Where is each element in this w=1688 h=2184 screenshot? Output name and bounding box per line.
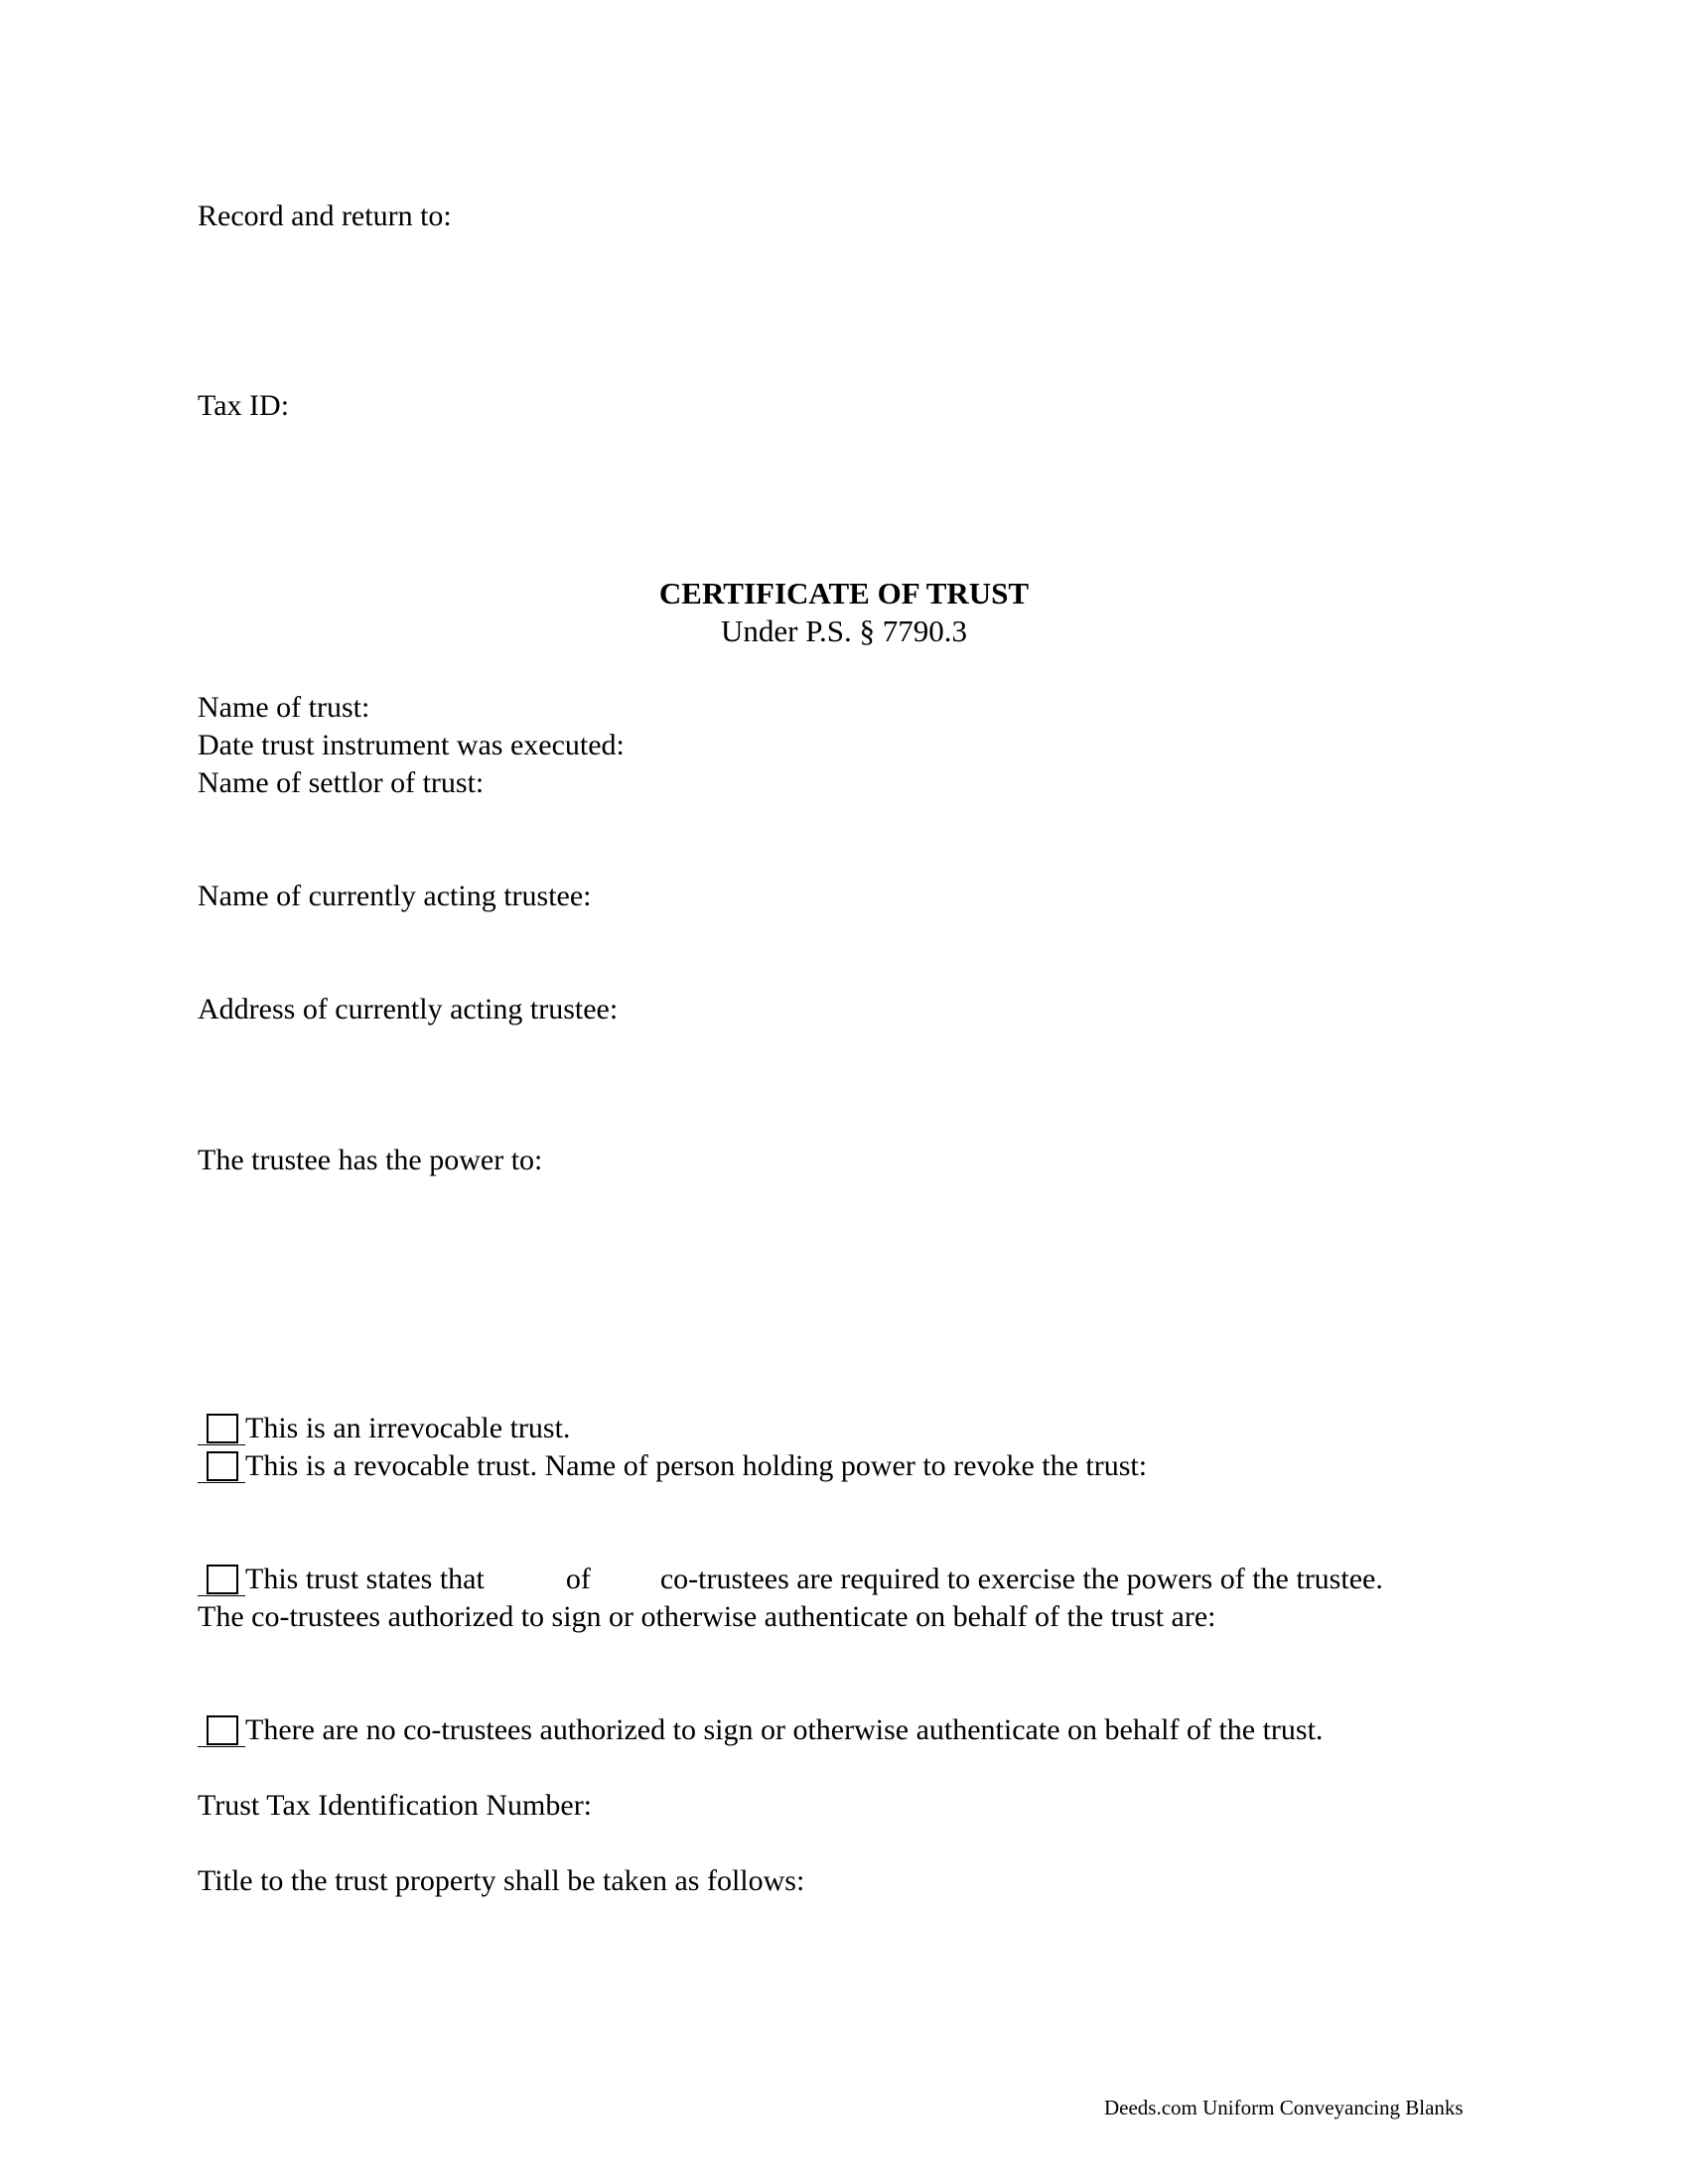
record-and-return-label: Record and return to: (198, 200, 452, 232)
date-executed-label: Date trust instrument was executed: (198, 729, 625, 761)
tax-id-label: Tax ID: (198, 389, 290, 422)
title-property-label: Title to the trust property shall be taken as follows: (198, 1864, 805, 1897)
revocable-option[interactable] (198, 1447, 1147, 1485)
revocable-label: This is a revocable trust. Name of person holding power to revoke the trust: (245, 1449, 1148, 1482)
cotrustees-part3: co-trustees are required to exercise the powers of the trustee. (659, 1563, 1383, 1595)
cotrustees-part2: of (565, 1563, 591, 1595)
trustee-power-label: The trustee has the power to: (198, 1144, 543, 1176)
name-of-trust-label: Name of trust: (198, 691, 370, 724)
document-title: CERTIFICATE OF TRUST (658, 576, 1030, 611)
document-subtitle: Under P.S. § 7790.3 (720, 614, 967, 648)
tax-number-label: Trust Tax Identification Number: (198, 1789, 593, 1822)
no-cotrustees-label: There are no co-trustees authorized to sign or otherwise authenticate on behalf of the trust. (245, 1713, 1324, 1746)
cotrustees-part1: This trust states that (245, 1563, 485, 1595)
irrevocable-checkbox[interactable] (198, 1410, 245, 1447)
name-of-settlor-label: Name of settlor of trust: (198, 766, 485, 799)
no-cotrustees-option[interactable] (198, 1711, 1323, 1749)
name-of-trustee-label: Name of currently acting trustee: (198, 880, 592, 912)
irrevocable-option[interactable] (198, 1410, 570, 1447)
irrevocable-label: This is an irrevocable trust. (245, 1412, 571, 1444)
cotrustees-required-checkbox[interactable] (198, 1561, 245, 1598)
footer-text: Deeds.com Uniform Conveyancing Blanks (1104, 2096, 1464, 2119)
no-cotrustees-checkbox[interactable] (198, 1711, 245, 1749)
revocable-checkbox[interactable] (198, 1447, 245, 1485)
address-of-trustee-label: Address of currently acting trustee: (198, 993, 619, 1025)
cotrustees-required-option[interactable] (198, 1561, 1383, 1598)
cotrustees-authorized-label: The co-trustees authorized to sign or otherwise authenticate on behalf of the trust are: (198, 1600, 1216, 1633)
